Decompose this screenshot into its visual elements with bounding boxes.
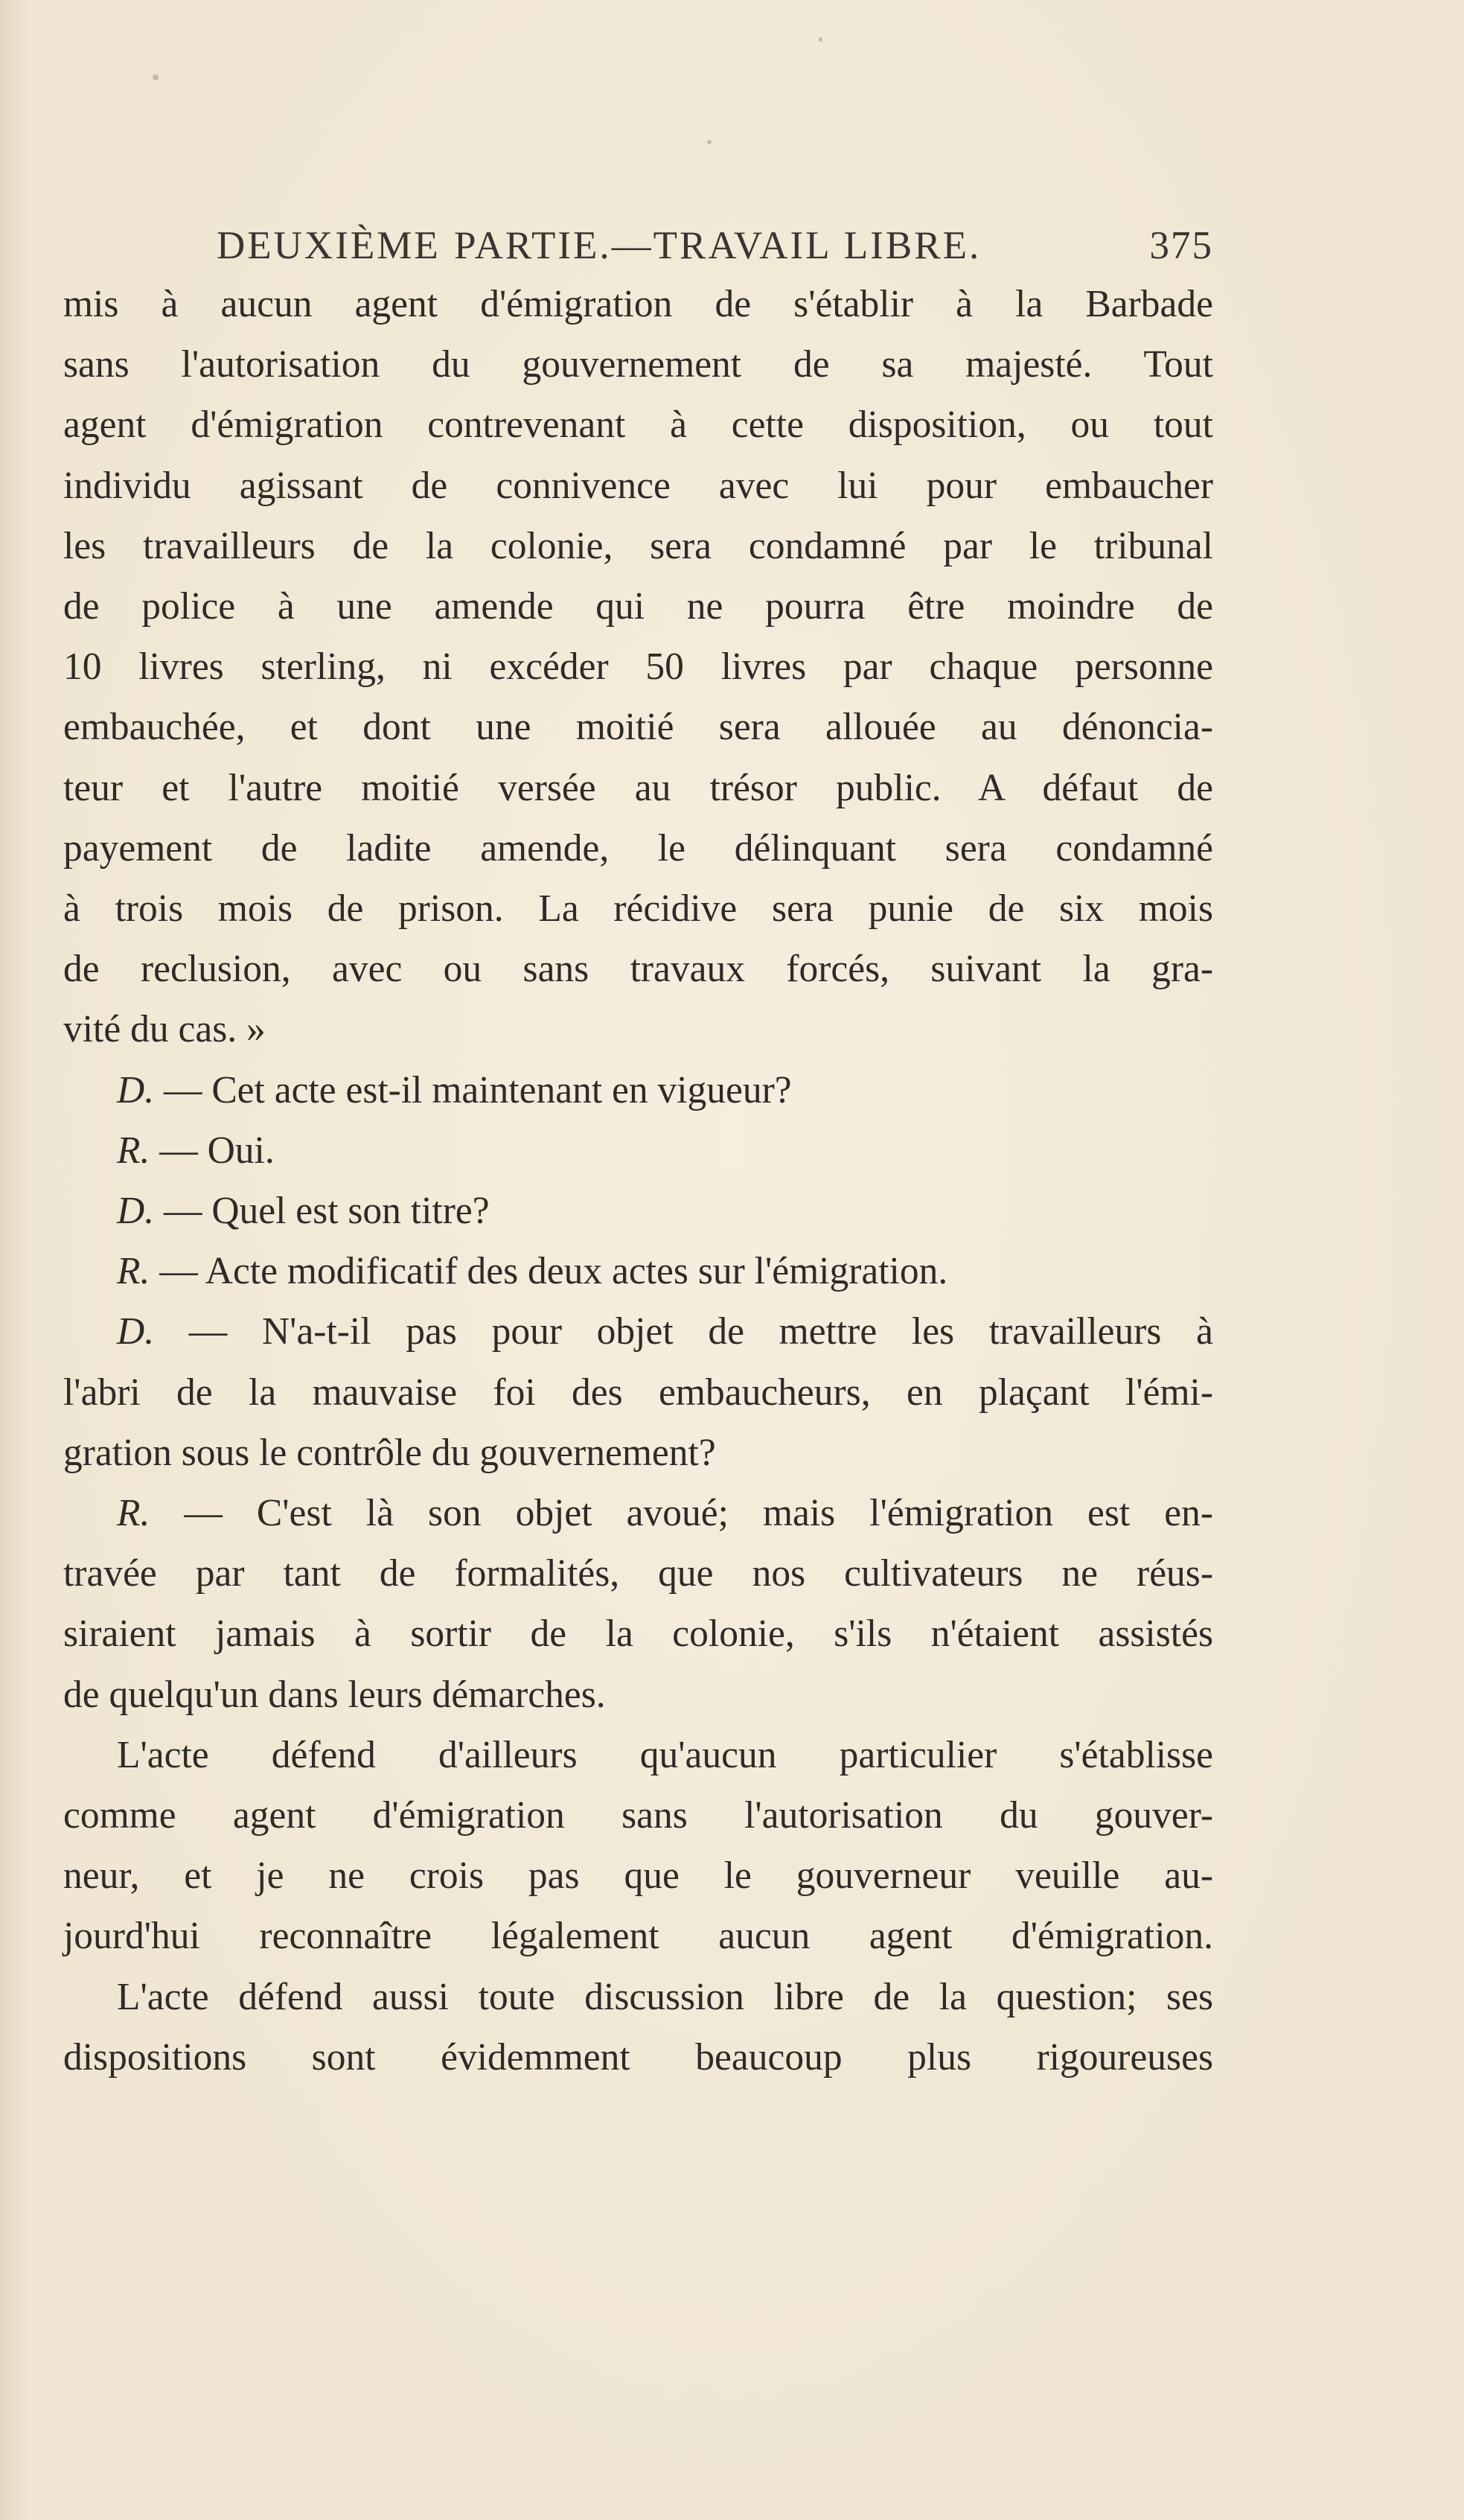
running-head-title: DEUXIÈME PARTIE.—TRAVAIL LIBRE.: [217, 224, 982, 267]
line-text: — Cet acte est-il maintenant en vigueur?: [154, 1068, 792, 1111]
line-text: individu agissant de connivence avec lui pour embaucher: [63, 464, 1213, 507]
text-line: [63, 1665, 1213, 1725]
text-line: [63, 456, 1213, 516]
line-text: jourd'hui reconnaître légalement aucun agent d'émigration.: [63, 1915, 1213, 1958]
line-text: L'acte défend d'ailleurs qu'aucun particulier s'établisse: [117, 1733, 1213, 1776]
running-head: [63, 217, 1213, 274]
speaker-label: R.: [117, 1250, 150, 1293]
text-line: [63, 516, 1213, 576]
speaker-label: R.: [117, 1492, 150, 1535]
text-line: [63, 1906, 1213, 1966]
speaker-label: R.: [117, 1129, 150, 1172]
line-text: — Oui.: [150, 1129, 275, 1172]
line-text: de reclusion, avec ou sans travaux forcés, suivant la gra-: [63, 948, 1213, 991]
line-text: mis à aucun agent d'émigration de s'établir à la Barbade: [63, 283, 1213, 325]
ink-speck: [819, 37, 822, 42]
speaker-label: D.: [117, 1068, 155, 1111]
text-line: [63, 1543, 1213, 1604]
text-line: [63, 334, 1213, 395]
text-line: [63, 1060, 1213, 1120]
text-line: [63, 999, 1213, 1059]
text-line: [63, 274, 1213, 334]
text-line: [63, 1846, 1213, 1906]
speaker-label: D.: [117, 1190, 155, 1233]
text-line: [63, 1967, 1213, 2027]
line-text: les travailleurs de la colonie, sera condamné par le tribunal: [63, 524, 1213, 567]
text-line: [63, 1241, 1213, 1301]
line-text: comme agent d'émigration sans l'autorisation du gouver-: [63, 1794, 1213, 1837]
line-text: agent d'émigration contrevenant à cette disposition, ou tout: [63, 403, 1213, 447]
line-text: sans l'autorisation du gouvernement de sa majesté. Tout: [63, 343, 1213, 386]
text-line: [63, 1785, 1213, 1846]
page-number: 375: [1149, 224, 1213, 267]
line-text: dispositions sont évidemment beaucoup plus rigoureuses: [63, 2035, 1213, 2079]
line-text: payement de ladite amende, le délinquant sera condamné: [63, 826, 1213, 870]
page-content: [63, 217, 1213, 2087]
line-text: embauchée, et dont une moitié sera allouée au dénoncia-: [63, 706, 1213, 749]
line-text: de police à une amende qui ne pourra être moindre de: [63, 585, 1213, 628]
text-line: [63, 395, 1213, 455]
text-line: [63, 1120, 1213, 1181]
text-line: [63, 576, 1213, 637]
text-line: [63, 1362, 1213, 1423]
text-line: [63, 2027, 1213, 2087]
body-text: [63, 274, 1213, 2087]
line-text: siraient jamais à sortir de la colonie, s'ils n'étaient assistés: [63, 1613, 1213, 1656]
ink-speck: [153, 74, 159, 80]
text-line: [63, 1301, 1213, 1362]
line-text: — C'est là son objet avoué; mais l'émigration est en-: [150, 1492, 1213, 1535]
text-line: [63, 1423, 1213, 1483]
text-line: [63, 878, 1213, 939]
line-text: gration sous le contrôle du gouvernement?: [63, 1431, 716, 1474]
line-text: travée par tant de formalités, que nos cultivateurs ne réus-: [63, 1552, 1213, 1595]
text-line: [63, 1181, 1213, 1241]
text-line: [63, 1725, 1213, 1785]
text-line: [63, 1483, 1213, 1543]
line-text: — Quel est son titre?: [154, 1190, 490, 1233]
text-line: [63, 818, 1213, 878]
text-line: [63, 758, 1213, 818]
text-line: [63, 637, 1213, 697]
line-text: l'abri de la mauvaise foi des embaucheurs, en plaçant l'émi-: [63, 1371, 1213, 1414]
line-text: neur, et je ne crois pas que le gouverneur veuille au-: [63, 1854, 1213, 1898]
line-text: L'acte défend aussi toute discussion libre de la question; ses: [117, 1975, 1213, 2018]
ink-speck: [707, 140, 712, 144]
line-text: 10 livres sterling, ni excéder 50 livres par chaque personne: [63, 645, 1213, 689]
line-text: vité du cas. »: [63, 1008, 266, 1051]
line-text: teur et l'autre moitié versée au trésor public. A défaut de: [63, 766, 1213, 809]
line-text: à trois mois de prison. La récidive sera punie de six mois: [63, 887, 1213, 931]
line-text: — N'a-t-il pas pour objet de mettre les travailleurs à: [154, 1310, 1213, 1353]
text-line: [63, 1604, 1213, 1664]
text-line: [63, 939, 1213, 999]
line-text: — Acte modificatif des deux actes sur l'émigration.: [150, 1250, 948, 1293]
speaker-label: D.: [117, 1310, 155, 1353]
text-line: [63, 697, 1213, 757]
line-text: de quelqu'un dans leurs démarches.: [63, 1673, 606, 1716]
